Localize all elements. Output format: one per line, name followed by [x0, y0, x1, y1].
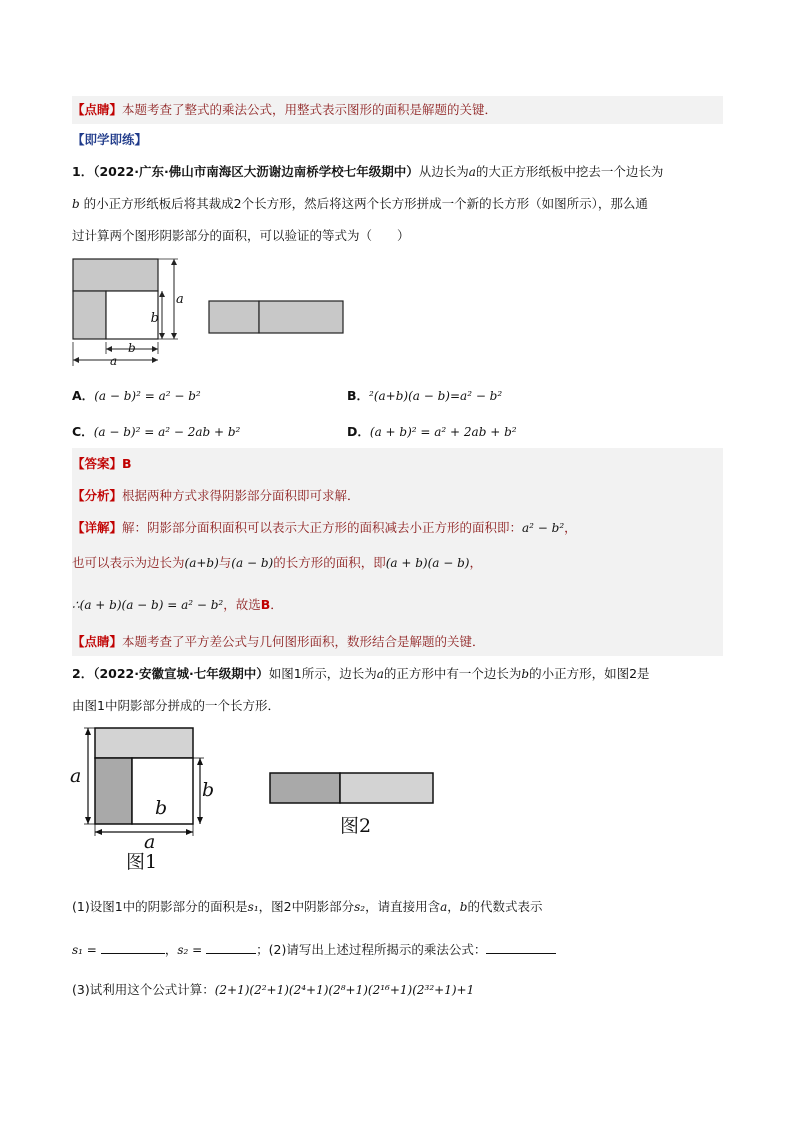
q1-option-b[interactable]: B．²(a+b)(a − b)=a² − b² — [347, 388, 503, 403]
q2-fig-label-b2: b — [155, 797, 168, 819]
q1-fig-label-a2: a — [110, 354, 118, 368]
q1-source: （2022·广东·佛山市南海区大沥谢边南桥学校七年级期中） — [93, 164, 419, 179]
q1-fig-top-strip — [73, 259, 158, 291]
q1-text-d: 过计算两个图形阴影部分的面积，可以验证的等式为（ ） — [72, 228, 410, 243]
q1-answer: 【答案】B — [72, 456, 132, 471]
q1-point: 【点睛】本题考查了平方差公式与几何图形面积，数形结合是解题的关键． — [72, 634, 485, 649]
s1-answer-blank[interactable] — [101, 941, 165, 954]
q1-detail-line1: 【详解】解：阴影部分面积面积可以表示大正方形的面积减去小正方形的面积即：a² − b²， — [72, 520, 577, 535]
note-tag: 【点睛】 — [72, 102, 123, 117]
note-line — [72, 100, 723, 120]
q2-fig-caption1: 图1 — [126, 851, 158, 873]
q2-fig-label-a: a — [70, 765, 82, 787]
q2-fig-rect-left — [270, 773, 340, 803]
q1-text-a: 从边长为 — [418, 164, 469, 179]
q2-fig-rect-right — [340, 773, 433, 803]
q1-var-b: b — [72, 197, 80, 211]
q1-figure — [66, 254, 356, 370]
q2-fig-left-strip — [95, 758, 132, 824]
section-title: 【即学即练】 — [72, 132, 148, 147]
formula-answer-blank[interactable] — [486, 941, 556, 954]
q1-fig-label-b2: b — [128, 341, 136, 355]
q1-text-c: 的小正方形纸板后将其裁成2个长方形，然后将这两个长方形拼成一个新的长方形（如图所示），那么通 — [83, 196, 648, 211]
q2-line1: 2．（2022·安徽宣城·七年级期中）如图1所示，边长为a的正方形中有一个边长为b的小正方形，如图2是 — [72, 666, 650, 681]
q2-fig-label-b: b — [202, 779, 215, 801]
q2-line2: 由图1中阴影部分拼成的一个长方形． — [72, 698, 280, 713]
q1-option-d[interactable]: D．(a + b)² = a² + 2ab + b² — [347, 424, 517, 439]
s2-answer-blank[interactable] — [206, 941, 256, 954]
q1-analysis: 【分析】根据两种方式求得阴影部分面积即可求解． — [72, 488, 360, 503]
q1-line1 — [72, 162, 723, 182]
q2-fig-caption2: 图2 — [340, 815, 372, 837]
q1-fig-left-strip — [73, 291, 106, 339]
q2-figure — [66, 722, 446, 874]
note-text: 本题考查了整式的乘法公式，用整式表示图形的面积是解题的关键． — [122, 102, 498, 117]
q1-detail-line3: ∴(a + b)(a − b) = a² − b²，故选B． — [72, 597, 283, 612]
q1-line2 — [72, 194, 723, 214]
q1-fig-label-a: a — [176, 292, 184, 307]
q2-sub2: s₁ = ，s₂ = ；(2)请写出上述过程所揭示的乘法公式： — [72, 940, 723, 960]
q1-option-a[interactable]: A．(a − b)² = a² − b² — [72, 388, 201, 403]
q2-source: （2022·安徽宣城·七年级期中） — [93, 666, 269, 681]
q1-number: 1． — [72, 164, 94, 179]
q1-fig-label-b: b — [150, 311, 159, 326]
q2-fig-top-strip — [95, 728, 193, 758]
q2-fig-label-a2: a — [144, 831, 156, 853]
q1-solution-band — [72, 448, 723, 656]
q1-fig-rect-right — [259, 301, 343, 333]
q1-line3 — [72, 226, 723, 246]
q1-var-a: a — [468, 165, 476, 179]
q1-option-c[interactable]: C．(a − b)² = a² − 2ab + b² — [72, 424, 241, 439]
q1-text-b: 的大正方形纸板中挖去一个边长为 — [475, 164, 664, 179]
q1-detail-line2: 也可以表示为边长为(a+b)与(a − b)的长方形的面积，即(a + b)(a − b)， — [72, 555, 482, 570]
q2-sub1: (1)设图1中的阴影部分的面积是s₁，图2中阴影部分s₂，请直接用含a，b的代数式表示 — [72, 899, 543, 914]
q1-fig-rect-left — [209, 301, 259, 333]
q2-sub3: (3)试利用这个公式计算：(2+1)(2²+1)(2⁴+1)(2⁸+1)(2¹⁶+1)(2³²+1)+1 — [72, 982, 475, 997]
q2-number: 2． — [72, 666, 94, 681]
